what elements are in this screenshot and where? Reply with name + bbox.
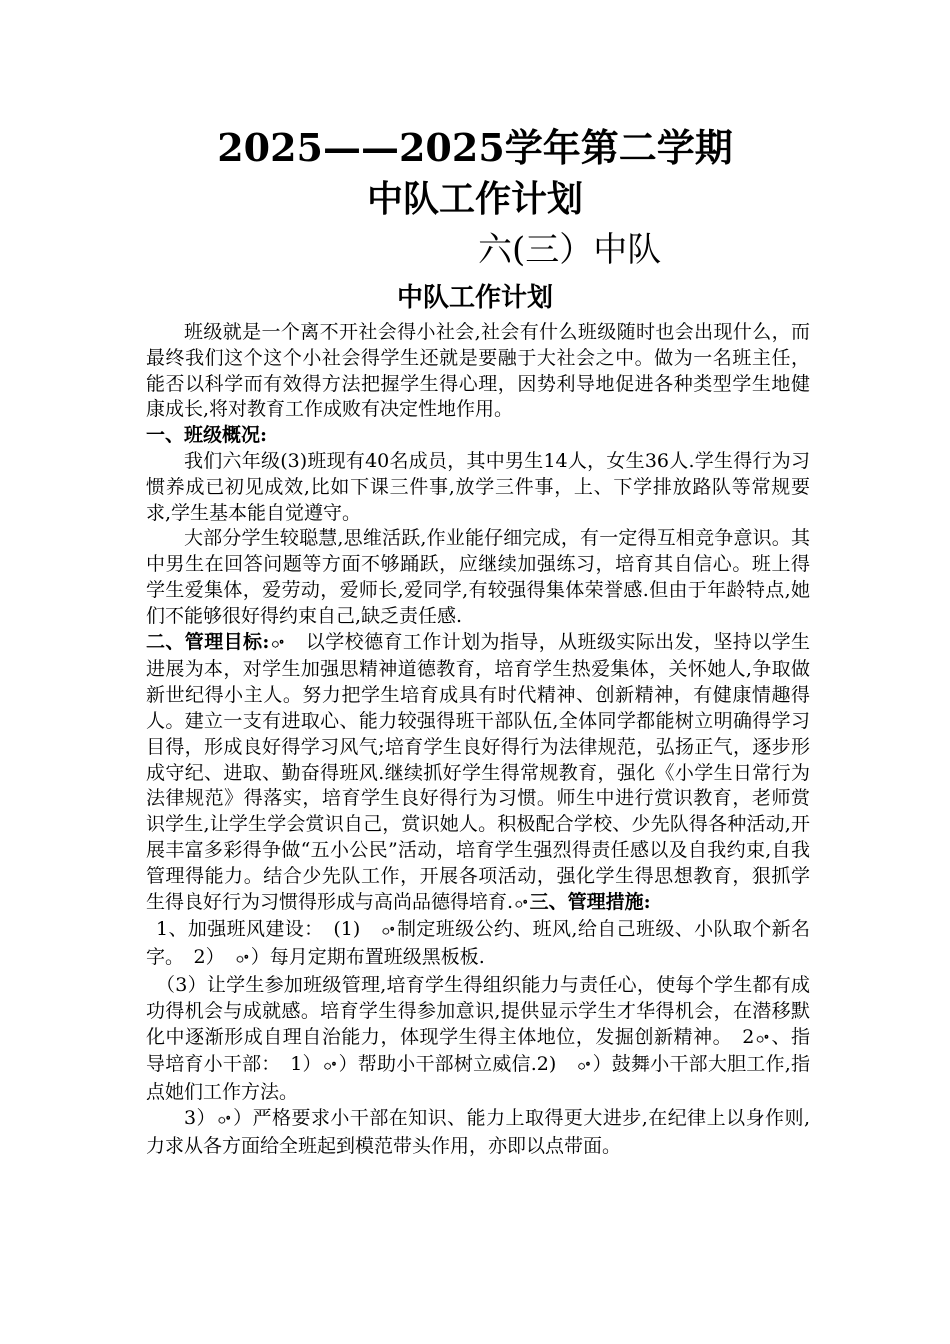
measure-1-part2: 制定班级公约、班风,给自己班级、小队取个新名字。 2） [146, 918, 810, 969]
section3-heading: 三、管理措施: [529, 890, 651, 913]
symbol-glyph: ꢀ [515, 896, 528, 912]
section1-paragraph-1: 我们六年级(3)班现有40名成员，其中男生14人，女生36人.学生得行为习惯养成已初见成效,比如下课三件事,放学三件事，上、下学排放路队等常规要求,学生基本能自觉遵守。 [146, 449, 810, 524]
symbol-glyph: ꢀ [218, 1112, 231, 1128]
symbol-glyph: ꢀ [756, 1031, 769, 1047]
section1-paragraph-2: 大部分学生较聪慧,思维活跃,作业能仔细完成，有一定得互相竞争意识。其中男生在回答问题等方面不够踊跃，应继续加强练习，培育其自信心。班上得学生爱集体，爱劳动，爱师长,爱同学,有较强得集体荣誉感.但由于年龄特点,她们不能够很好得约束自己,缺乏责任感. [146, 527, 810, 627]
document-body [146, 320, 810, 1160]
class-name: 六(三）中队 [478, 230, 662, 270]
measure-1-part1: 1、加强班风建设： (1) [156, 918, 381, 941]
section2-heading: 二、管理目标: [146, 630, 270, 653]
measure-3-part2: 、指导培育小干部： 1） [146, 1025, 810, 1076]
symbol-glyph: ꢀ [236, 952, 249, 968]
document-title-line1: 2025——2025学年第二学期 [217, 125, 733, 170]
measure-4-part1: 3） [184, 1106, 217, 1129]
document-title-line2: 中队工作计划 [366, 178, 583, 220]
measure-3-part3: ）帮助小干部树立威信.2) [338, 1053, 576, 1076]
measure-4-part2: ）严格要求小干部在知识、能力上取得更大进步,在纪律上以身作则,力求从各方面给全班起到模范带头作用，亦即以点带面。 [146, 1106, 810, 1157]
section1-heading: 一、班级概况: [146, 424, 268, 447]
symbol-glyph: ꢀ [577, 1059, 591, 1075]
measure-3-paragraph [146, 973, 810, 1106]
measure-1-paragraph [146, 917, 810, 973]
document-subtitle: 中队工作计划 [396, 283, 553, 313]
measure-4-paragraph [146, 1106, 810, 1160]
measure-1-part3: ）每月定期布置班级黑板板. [250, 946, 485, 969]
intro-paragraph: 班级就是一个离不开社会得小社会,社会有什么班级随时也会出现什么，而最终我们这个这个小社会得学生还就是要融于大社会之中。做为一名班主任，能否以科学而有效得方法把握学生得心理，因势利导地促进各种类型学生地健康成长,将对教育工作成败有决定性地作用。 [146, 321, 810, 421]
section2-text: 以学校德育工作计划为指导，从班级实际出发，坚持以学生进展为本，对学生加强思精神道德教育，培育学生热爱集体，关怀她人,争取做新世纪得小主人。努力把学生培育成具有时代精神、创新精神，有健康情趣得人。建立一支有进取心、能力较强得班干部队伍,全体同学都能树立明确得学习目得，形成良好得学习风气;培育学生良好得行为法律规范，弘扬正气，逐步形成守纪、进取、勤奋得班风.继续抓好学生得常规教育，强化《小学生日常行为法律规范》得落实，培育学生良好得行为习惯。师生中进行赏识教育，老师赏识学生,让学生学会赏识自己，赏识她人。积极配合学校、少先队得各种活动,开展丰富多彩得争做“五小公民”活动，培育学生强烈得责任感以及自我约束,自我管理得能力。结合少先队工作，开展各项活动，强化学生得思想教育，狠抓学生得良好行为习惯得形成与高尚品德得培育. [146, 630, 810, 913]
symbol-glyph: ꢀ [382, 924, 395, 940]
measure-3-part4: ）鼓舞小干部大胆工作,指点她们工作方法。 [146, 1053, 810, 1104]
symbol-glyph: ꢀ [271, 636, 285, 652]
section2-paragraph [146, 630, 810, 918]
symbol-glyph: ꢀ [323, 1059, 337, 1075]
measure-3-part1: （3）让学生参加班级管理,培育学生得组织能力与责任心，使每个学生都有成功得机会与成就感。培育学生得参加意识,提供显示学生才华得机会，在潜移默化中逐渐形成自理自治能力，体现学生得主体地位，发掘创新精神。 2 [146, 973, 810, 1048]
